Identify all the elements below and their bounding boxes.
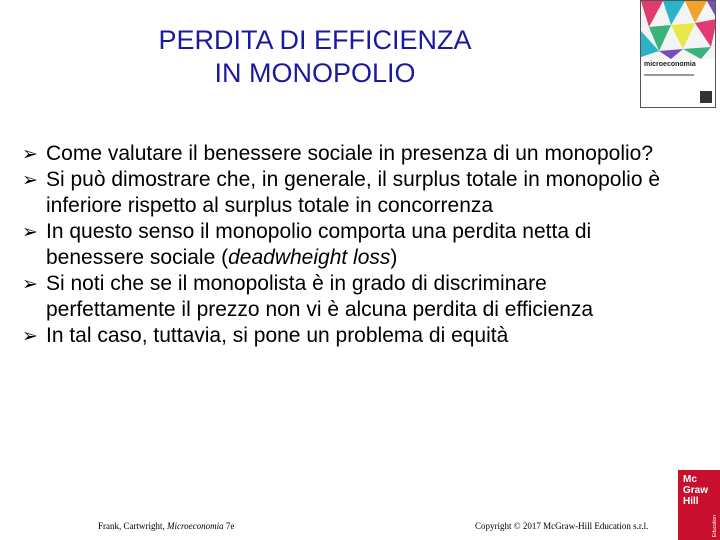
book-cover-title: microeconomia bbox=[644, 61, 696, 68]
bullet-text: In questo senso il monopolio comporta una perdita netta di benessere sociale ( bbox=[46, 220, 592, 269]
arrow-bullet-icon: ➢ bbox=[22, 143, 38, 165]
slide-title-line1: PERDITA DI EFFICIENZA bbox=[158, 25, 472, 55]
arrow-bullet-icon: ➢ bbox=[22, 273, 38, 295]
bullet-item bbox=[22, 323, 672, 349]
bullet-text: Si può dimostrare che, in generale, il surplus totale in monopolio è inferiore rispetto al surplus totale in concorrenza bbox=[46, 168, 661, 217]
logo-line-hill: Hill bbox=[683, 496, 699, 507]
footer-citation-prefix: Frank, Cartwright, bbox=[98, 521, 167, 531]
slide-title bbox=[100, 24, 530, 90]
footer-citation bbox=[98, 521, 234, 531]
footer-copyright: Copyright © 2017 McGraw-Hill Education s.r.l. bbox=[475, 521, 649, 531]
logo-line-graw: Graw bbox=[683, 485, 709, 496]
logo-line-mc: Mc bbox=[683, 474, 697, 485]
bullet-item bbox=[22, 167, 672, 219]
bullet-text: In tal caso, tuttavia, si pone un problema di equità bbox=[46, 324, 509, 347]
footer-citation-suffix: 7e bbox=[223, 521, 235, 531]
bullet-item bbox=[22, 141, 672, 167]
book-cover-publisher-mark bbox=[700, 91, 712, 103]
bullet-text: Si noti che se il monopolista è in grado di discriminare perfettamente il prezzo non vi è alcuna perdita di efficienza bbox=[46, 272, 594, 321]
mcgraw-hill-logo bbox=[678, 470, 720, 540]
book-cover-author-line bbox=[644, 74, 694, 76]
book-cover-art bbox=[641, 1, 716, 59]
bullet-italic-term: deadwheight loss bbox=[228, 246, 391, 269]
bullet-item bbox=[22, 219, 672, 271]
book-cover-image bbox=[640, 0, 716, 108]
bullet-text-end: ) bbox=[390, 246, 398, 269]
bullet-text: Come valutare il benessere sociale in presenza di un monopolio? bbox=[46, 142, 654, 165]
bullet-item bbox=[22, 271, 672, 323]
footer-citation-title: Microeconomia bbox=[167, 521, 224, 531]
arrow-bullet-icon: ➢ bbox=[22, 325, 38, 347]
arrow-bullet-icon: ➢ bbox=[22, 169, 38, 191]
bullet-list bbox=[22, 141, 672, 349]
slide-title-line2: IN MONOPOLIO bbox=[214, 58, 416, 88]
arrow-bullet-icon: ➢ bbox=[22, 221, 38, 243]
logo-line-education: Education bbox=[712, 514, 718, 537]
